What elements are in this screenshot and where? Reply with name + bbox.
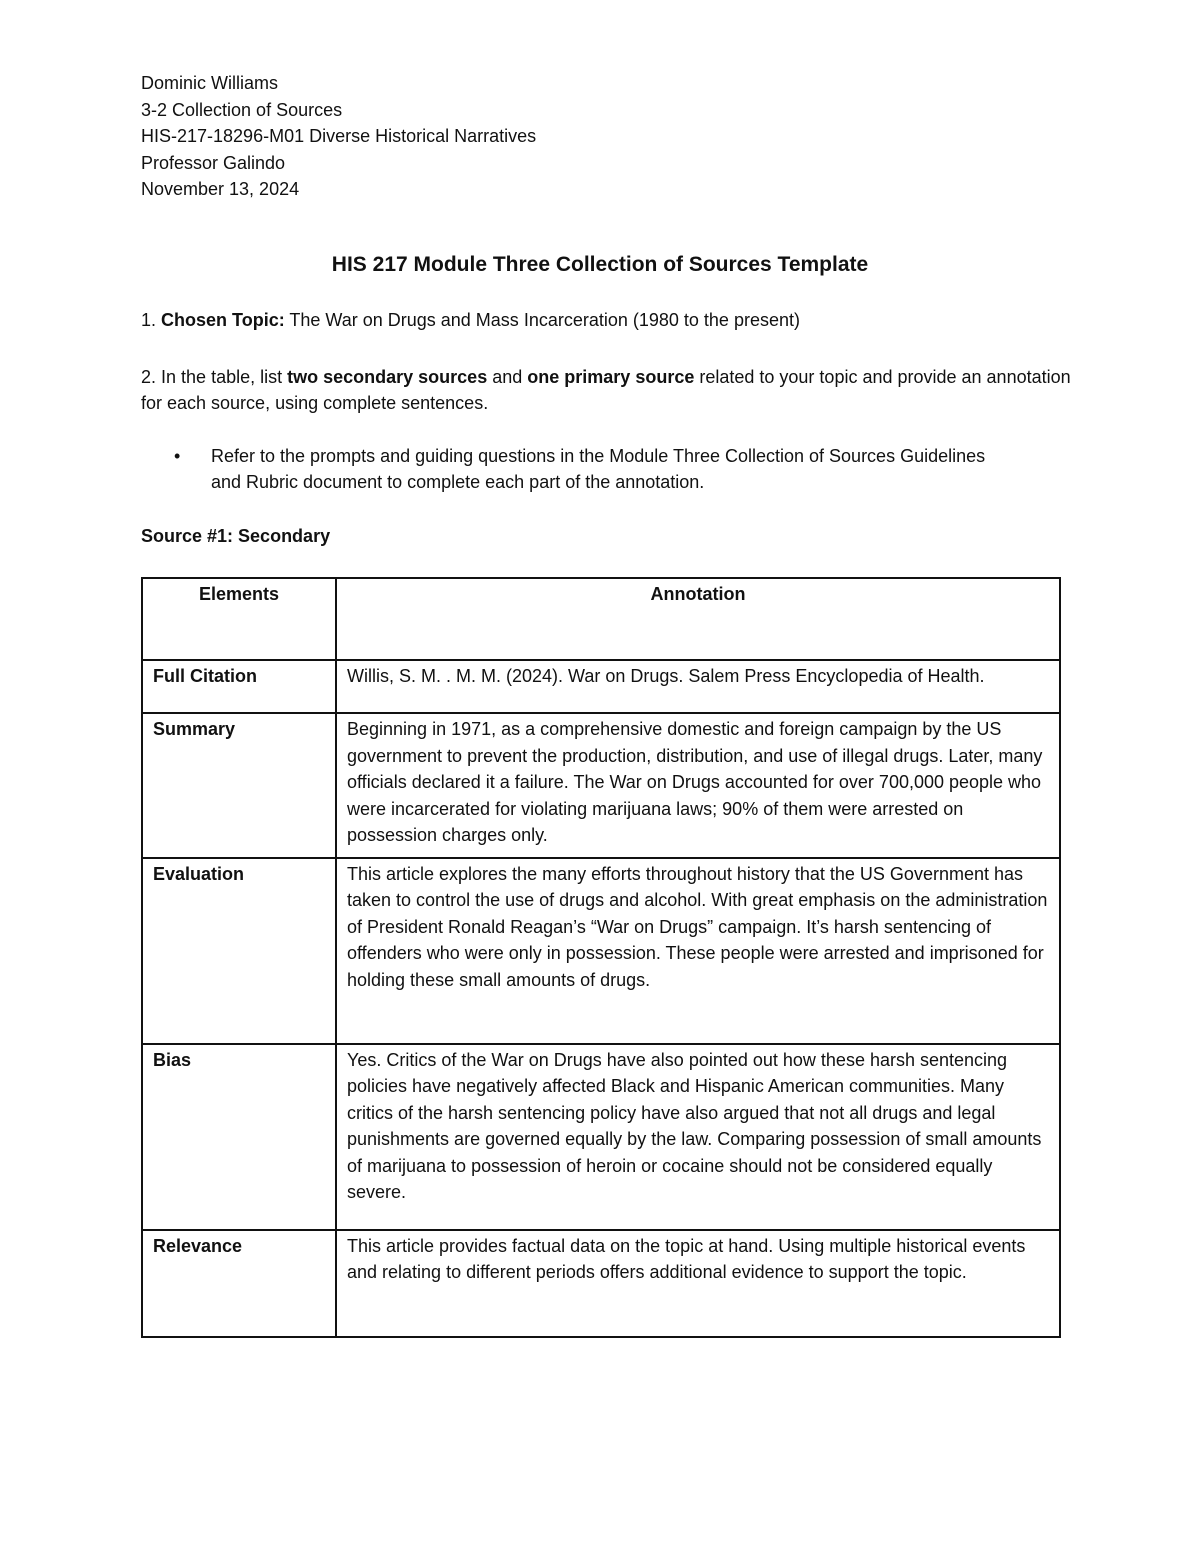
table-row	[142, 858, 1060, 1044]
column-header-annotation: Annotation	[336, 578, 1060, 660]
column-header-elements: Elements	[142, 578, 336, 660]
source-heading: Source #1: Secondary	[141, 526, 331, 546]
bullet-icon: •	[174, 446, 181, 466]
element-summary: Summary	[142, 713, 336, 858]
topic-label: Chosen Topic:	[161, 310, 285, 330]
student-header	[141, 70, 536, 203]
document-title: HIS 217 Module Three Collection of Sources Template	[331, 253, 869, 276]
table-row	[142, 713, 1060, 858]
table-row	[142, 1044, 1060, 1230]
bullet-text: Refer to the prompts and guiding questions in the Module Three Collection of Sources Guidelines and Rubric document to complete each part of the annotation.	[211, 446, 986, 492]
element-evaluation: Evaluation	[142, 858, 336, 1044]
instruction-text-2: and	[492, 367, 523, 387]
annotation-evaluation: This article explores the many efforts throughout history that the US Government has taken to control the use of drugs and alcohol. With great emphasis on the administration of President Ronald Reagan’s “War on Drugs” campaign. It’s harsh sentencing of offenders who were only in possession. These people were arrested and imprisoned for holding these small amounts of drugs.	[336, 858, 1060, 1044]
annotation-relevance: This article provides factual data on the topic at hand. Using multiple historical events and relating to different periods offers additional evidence to support the topic.	[336, 1230, 1060, 1337]
instruction-number: 2.	[141, 367, 157, 387]
course-name: HIS-217-18296-M01 Diverse Historical Narratives	[141, 126, 537, 146]
topic-value: The War on Drugs and Mass Incarceration (1980 to the present)	[289, 310, 800, 330]
professor-name: Professor Galindo	[141, 152, 286, 173]
instruction-bold-1: two secondary sources	[287, 367, 488, 387]
annotation-full-citation: Willis, S. M. . M. M. (2024). War on Drugs. Salem Press Encyclopedia of Health.	[336, 660, 1060, 713]
submission-date: November 13, 2024	[141, 179, 300, 199]
element-bias: Bias	[142, 1044, 336, 1230]
topic-number: 1.	[141, 310, 157, 330]
table-header-row	[142, 578, 1060, 660]
instruction-text-3: related to your topic and provide an annotation for each source, using complete sentences.	[141, 367, 1071, 413]
chosen-topic	[141, 310, 800, 331]
assignment-name: 3-2 Collection of Sources	[141, 99, 343, 120]
table-row	[142, 1230, 1060, 1337]
instruction-paragraph	[141, 364, 1071, 416]
element-relevance: Relevance	[142, 1230, 336, 1337]
instruction-bold-2: one primary source	[527, 367, 695, 387]
instruction-text-1: In the table, list	[161, 367, 283, 387]
student-name: Dominic Williams	[141, 73, 279, 93]
annotation-summary: Beginning in 1971, as a comprehensive domestic and foreign campaign by the US government to prevent the production, distribution, and use of illegal drugs. Later, many officials declared it a failure. The War on Drugs accounted for over 700,000 people who were incarcerated for violating marijuana laws; 90% of them were arrested on possession charges only.	[336, 713, 1060, 858]
table-row	[142, 660, 1060, 713]
element-full-citation: Full Citation	[142, 660, 336, 713]
annotation-bias: Yes. Critics of the War on Drugs have also pointed out how these harsh sentencing policies have negatively affected Black and Hispanic American communities. Many critics of the harsh sentencing policy have also argued that not all drugs and legal punishments are governed equally by the law. Comparing possession of small amounts of marijuana to possession of heroin or cocaine should not be considered equally severe.	[336, 1044, 1060, 1230]
source-table	[141, 577, 1061, 1338]
